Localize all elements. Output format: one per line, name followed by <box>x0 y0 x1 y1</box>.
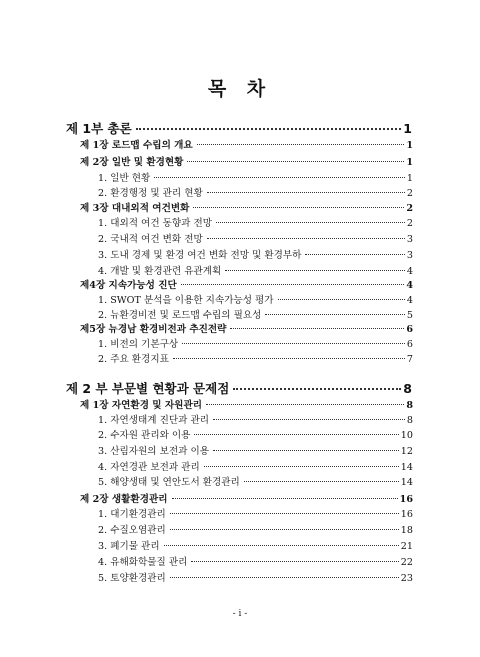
page-footer: - i - <box>232 609 248 619</box>
dot-leader <box>213 419 405 420</box>
toc-entry-label: 제 1장 자연환경 및 자원관리 <box>80 400 202 411</box>
toc-entry-section <box>98 215 413 229</box>
toc-entry-page-number: 6 <box>406 339 413 350</box>
dot-leader <box>265 314 404 315</box>
toc-entry-section <box>98 307 413 321</box>
toc-entry-label: 1. 일반 현황 <box>98 173 151 184</box>
toc-entry-section <box>98 263 413 277</box>
toc-entry-label: 4. 개발 및 환경관련 유관계획 <box>98 266 222 277</box>
dot-leader <box>305 254 404 255</box>
toc-entry-section <box>98 412 413 426</box>
dot-leader <box>194 434 398 435</box>
dot-leader <box>191 561 398 562</box>
toc-entry-chapter <box>80 200 413 214</box>
toc-entry-label: 제5장 뉴경남 환경비전과 추진전략 <box>80 324 227 335</box>
dot-leader <box>172 498 398 499</box>
toc-entry-label: 제 1부 총론 <box>66 121 132 136</box>
toc-entry-page-number: 16 <box>399 494 413 505</box>
toc-entry-page-number: 1 <box>406 140 413 151</box>
toc-entry-page-number: 2 <box>406 188 413 199</box>
toc-entry-chapter <box>80 277 413 291</box>
toc-entry-label: 5. 토양환경관리 <box>98 573 166 584</box>
toc-entry-page-number: 23 <box>400 573 413 584</box>
toc-entry-page-number: 1 <box>406 173 413 184</box>
dot-leader <box>182 343 405 344</box>
dot-leader <box>170 513 399 514</box>
toc-entry-page-number: 4 <box>406 295 413 306</box>
toc-entry-label: 1. SWOT 분석을 이용한 지속가능성 평가 <box>98 295 274 306</box>
toc-entry-label: 2. 수질오염관리 <box>98 525 166 536</box>
toc-entry-label: 제 1장 로드맵 수립의 개요 <box>80 140 193 151</box>
dot-leader <box>233 388 401 390</box>
dot-leader <box>170 577 399 578</box>
toc-entry-section <box>98 570 413 584</box>
toc-entry-page-number: 10 <box>400 430 413 441</box>
toc-entry-page-number: 14 <box>400 462 413 473</box>
toc-entry-page-number: 16 <box>400 509 413 520</box>
toc-entry-label: 2. 국내적 여건 변화 전망 <box>98 234 203 245</box>
dot-leader <box>197 144 405 145</box>
toc-entry-label: 1. 자연생태계 진단과 관리 <box>98 415 209 426</box>
toc-entry-section <box>98 554 413 568</box>
toc-entry-section <box>98 247 413 261</box>
toc-entry-page-number: 14 <box>400 477 413 488</box>
dot-leader <box>181 284 405 285</box>
toc-entry-section <box>98 170 413 184</box>
dot-leader <box>206 404 404 405</box>
dot-leader <box>187 161 404 162</box>
toc-entry-chapter <box>80 154 413 168</box>
toc-entry-page-number: 1 <box>406 157 413 168</box>
dot-leader <box>278 299 405 300</box>
toc-entry-label: 2. 환경행정 및 관리 현황 <box>98 188 203 199</box>
toc-entry-page-number: 18 <box>400 525 413 536</box>
toc-entry-part <box>66 379 412 397</box>
toc-entry-page-number: 4 <box>406 280 413 291</box>
toc-entry-section <box>98 427 413 441</box>
toc-entry-label: 제 3장 대내외적 여건변화 <box>80 203 190 214</box>
toc-entry-section <box>98 292 413 306</box>
toc-entry-section <box>98 336 413 350</box>
toc-entry-part <box>66 119 412 137</box>
toc-entry-label: 2. 뉴환경비전 및 로드맵 수립의 필요성 <box>98 310 262 321</box>
toc-entry-page-number: 8 <box>406 400 413 411</box>
dot-leader <box>230 328 404 329</box>
dot-leader <box>244 481 399 482</box>
toc-entry-section <box>98 185 413 199</box>
toc-entry-label: 4. 자연경관 보전과 관리 <box>98 462 200 473</box>
toc-entry-page-number: 4 <box>406 266 413 277</box>
toc-entry-page-number: 3 <box>406 250 413 261</box>
page-title: 목 차 <box>207 78 273 100</box>
toc-entry-page-number: 6 <box>406 324 413 335</box>
toc-entry-section <box>98 474 413 488</box>
toc-entry-page-number: 2 <box>406 218 413 229</box>
toc-entry-chapter <box>80 137 413 151</box>
toc-entry-section <box>98 351 413 365</box>
toc-entry-page-number: 1 <box>403 121 412 136</box>
dot-leader <box>225 270 405 271</box>
toc-entry-page-number: 22 <box>400 557 413 568</box>
toc-entry-page-number: 8 <box>406 415 413 426</box>
toc-entry-label: 1. 비전의 기본구상 <box>98 339 179 350</box>
toc-entry-label: 제 2장 생활환경관리 <box>80 494 168 505</box>
dot-leader <box>207 192 405 193</box>
toc-entry-label: 2. 주요 환경지표 <box>98 354 169 365</box>
dot-leader <box>136 128 402 130</box>
toc-entry-label: 제 2장 일반 및 환경현황 <box>80 157 184 168</box>
toc-entry-label: 3. 산림자원의 보전과 이용 <box>98 446 209 457</box>
toc-entry-section <box>98 443 413 457</box>
dot-leader <box>213 450 399 451</box>
dot-leader <box>204 466 399 467</box>
toc-entry-page-number: 12 <box>400 446 413 457</box>
toc-entry-section <box>98 231 413 245</box>
toc-entry-label: 2. 수자원 관리와 이용 <box>98 430 191 441</box>
dot-leader <box>170 529 399 530</box>
toc-entry-section <box>98 522 413 536</box>
toc-entry-label: 4. 유해화학물질 관리 <box>98 557 188 568</box>
toc-entry-chapter <box>80 321 413 335</box>
dot-leader <box>193 207 404 208</box>
toc-entry-page-number: 7 <box>406 354 413 365</box>
dot-leader <box>164 545 399 546</box>
toc-entry-chapter <box>80 397 413 411</box>
toc-entry-page-number: 21 <box>400 541 413 552</box>
toc-entry-section <box>98 459 413 473</box>
toc-entry-label: 제 2 부 부문별 현황과 문제점 <box>66 381 230 396</box>
toc-entry-label: 1. 대기환경관리 <box>98 509 166 520</box>
toc-entry-page-number: 3 <box>406 234 413 245</box>
dot-leader <box>216 222 405 223</box>
toc-entry-section <box>98 538 413 552</box>
toc-entry-chapter <box>80 491 413 505</box>
dot-leader <box>154 177 405 178</box>
toc-entry-label: 3. 도내 경제 및 환경 여건 변화 전망 및 환경부하 <box>98 250 302 261</box>
toc-entry-section <box>98 506 413 520</box>
dot-leader <box>207 238 405 239</box>
toc-entry-label: 제4장 지속가능성 진단 <box>80 280 177 291</box>
toc-entry-label: 3. 폐기물 관리 <box>98 541 160 552</box>
dot-leader <box>173 358 405 359</box>
toc-entry-page-number: 8 <box>403 381 412 396</box>
toc-entry-page-number: 2 <box>406 203 413 214</box>
toc-entry-label: 1. 대외적 여건 동향과 전망 <box>98 218 213 229</box>
toc-entry-page-number: 5 <box>406 310 413 321</box>
toc-entry-label: 5. 해양생태 및 연안도서 환경관리 <box>98 477 240 488</box>
